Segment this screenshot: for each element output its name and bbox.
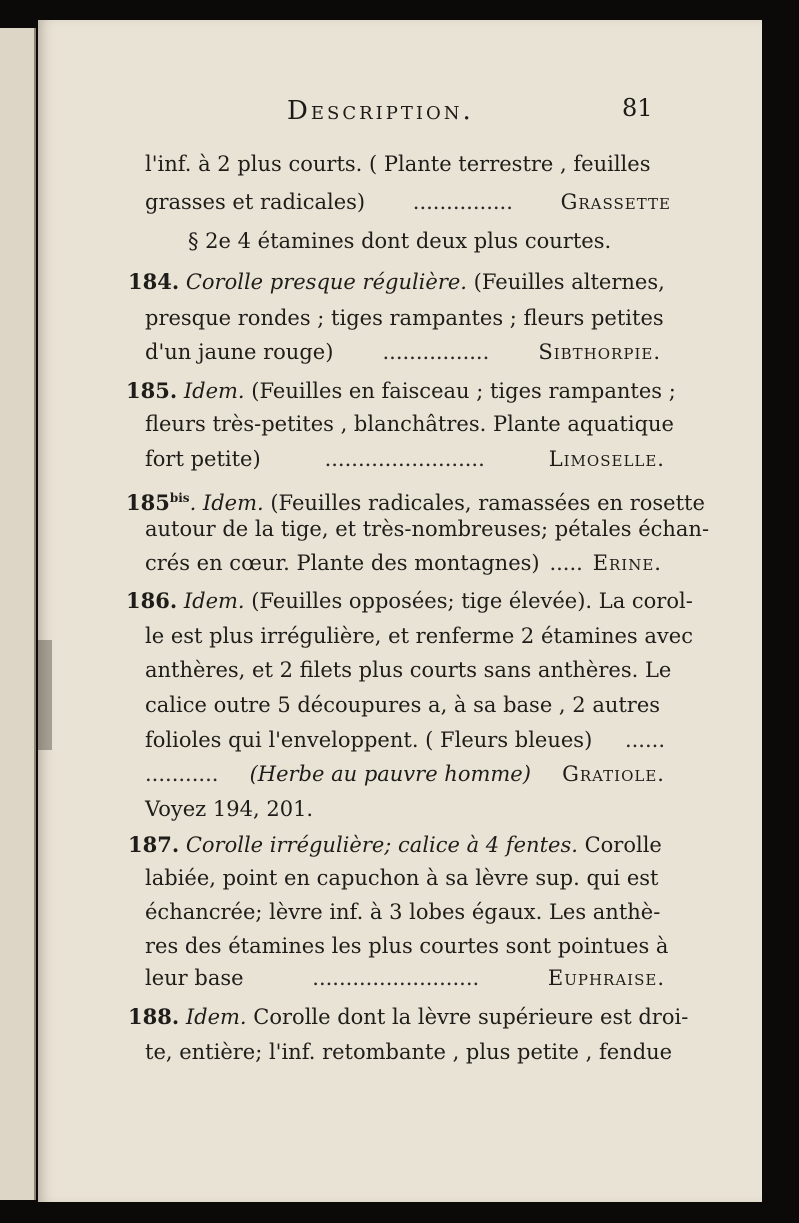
text-line: fleurs très-petites , blanchâtres. Plante aquatique (145, 412, 674, 436)
text-line: Voyez 194, 201. (145, 797, 314, 821)
text-line: anthères, et 2 filets plus courts sans anthères. Le (145, 658, 672, 682)
entry-number: 185. (126, 378, 178, 403)
text-line: autour de la tige, et très-nombreuses; pétales échan- (145, 517, 710, 541)
page-number: 81 (622, 94, 653, 122)
plant-name: Grassette (560, 190, 671, 214)
entry-line: 187. Corolle irrégulière; calice à 4 fentes. Corolle (128, 832, 662, 857)
entry-number: 187. (128, 832, 180, 857)
binding-shadow (38, 640, 52, 750)
text-line: labiée, point en capuchon à sa lèvre sup. qui est (145, 866, 659, 890)
plant-name: Gratiole. (562, 762, 665, 786)
entry-line: 185. Idem. (Feuilles en faisceau ; tiges rampantes ; (126, 378, 676, 403)
entry-line: 186. Idem. (Feuilles opposées; tige élevée). La corol- (126, 588, 693, 613)
text-line: échancrée; lèvre inf. à 3 lobes égaux. Les anthè- (145, 900, 661, 924)
plant-name: Sibthorpie. (538, 340, 661, 364)
text-line: le est plus irrégulière, et renferme 2 étamines avec (145, 624, 693, 648)
left-page-edge (0, 28, 36, 1200)
text-line: presque rondes ; tiges rampantes ; fleurs petites (145, 306, 664, 330)
entry-number: 184. (128, 269, 180, 294)
entry-line: $185^{bis}$. Idem. (Feuilles radicales, ramassées en rosette (126, 490, 705, 515)
text-line: te, entière; l'inf. retombante , plus petite , fendue (145, 1040, 673, 1064)
text-line: ........... (Herbe au pauvre homme) Gratiole. (145, 762, 665, 786)
entry-line: 184. Corolle presque régulière. (Feuilles alternes, (128, 269, 665, 294)
entry-number: 188. (128, 1004, 180, 1029)
text-line: d'un jaune rouge) ................ Sibthorpie. (145, 340, 661, 364)
entry-line: 188. Idem. Corolle dont la lèvre supérieure est droi- (128, 1004, 689, 1029)
section-heading: § 2e 4 étamines dont deux plus courtes. (188, 229, 612, 253)
plant-name: Erine. (592, 551, 662, 575)
entry-number: 185 (126, 490, 170, 515)
plant-name: Euphraise. (547, 966, 665, 990)
page-header-title: Description. (287, 96, 474, 126)
entry-number: 186. (126, 588, 178, 613)
text-line: calice outre 5 découpures a, à sa base , 2 autres (145, 693, 661, 717)
text-line: leur base ......................... Euphraise. (145, 966, 665, 990)
text-line: l'inf. à 2 plus courts. ( Plante terrestre , feuilles (145, 152, 651, 176)
plant-name: Limoselle. (548, 447, 665, 471)
text-line: fort petite) ........................ Limoselle. (145, 447, 665, 471)
text-line: grasses et radicales) ............... Grassette (145, 190, 671, 214)
text-line: res des étamines les plus courtes sont pointues à (145, 934, 669, 958)
text-line: crés en cœur. Plante des montagnes) ..... Erine. (145, 551, 662, 575)
text-line: folioles qui l'enveloppent. ( Fleurs bleues) ...... (145, 728, 665, 752)
